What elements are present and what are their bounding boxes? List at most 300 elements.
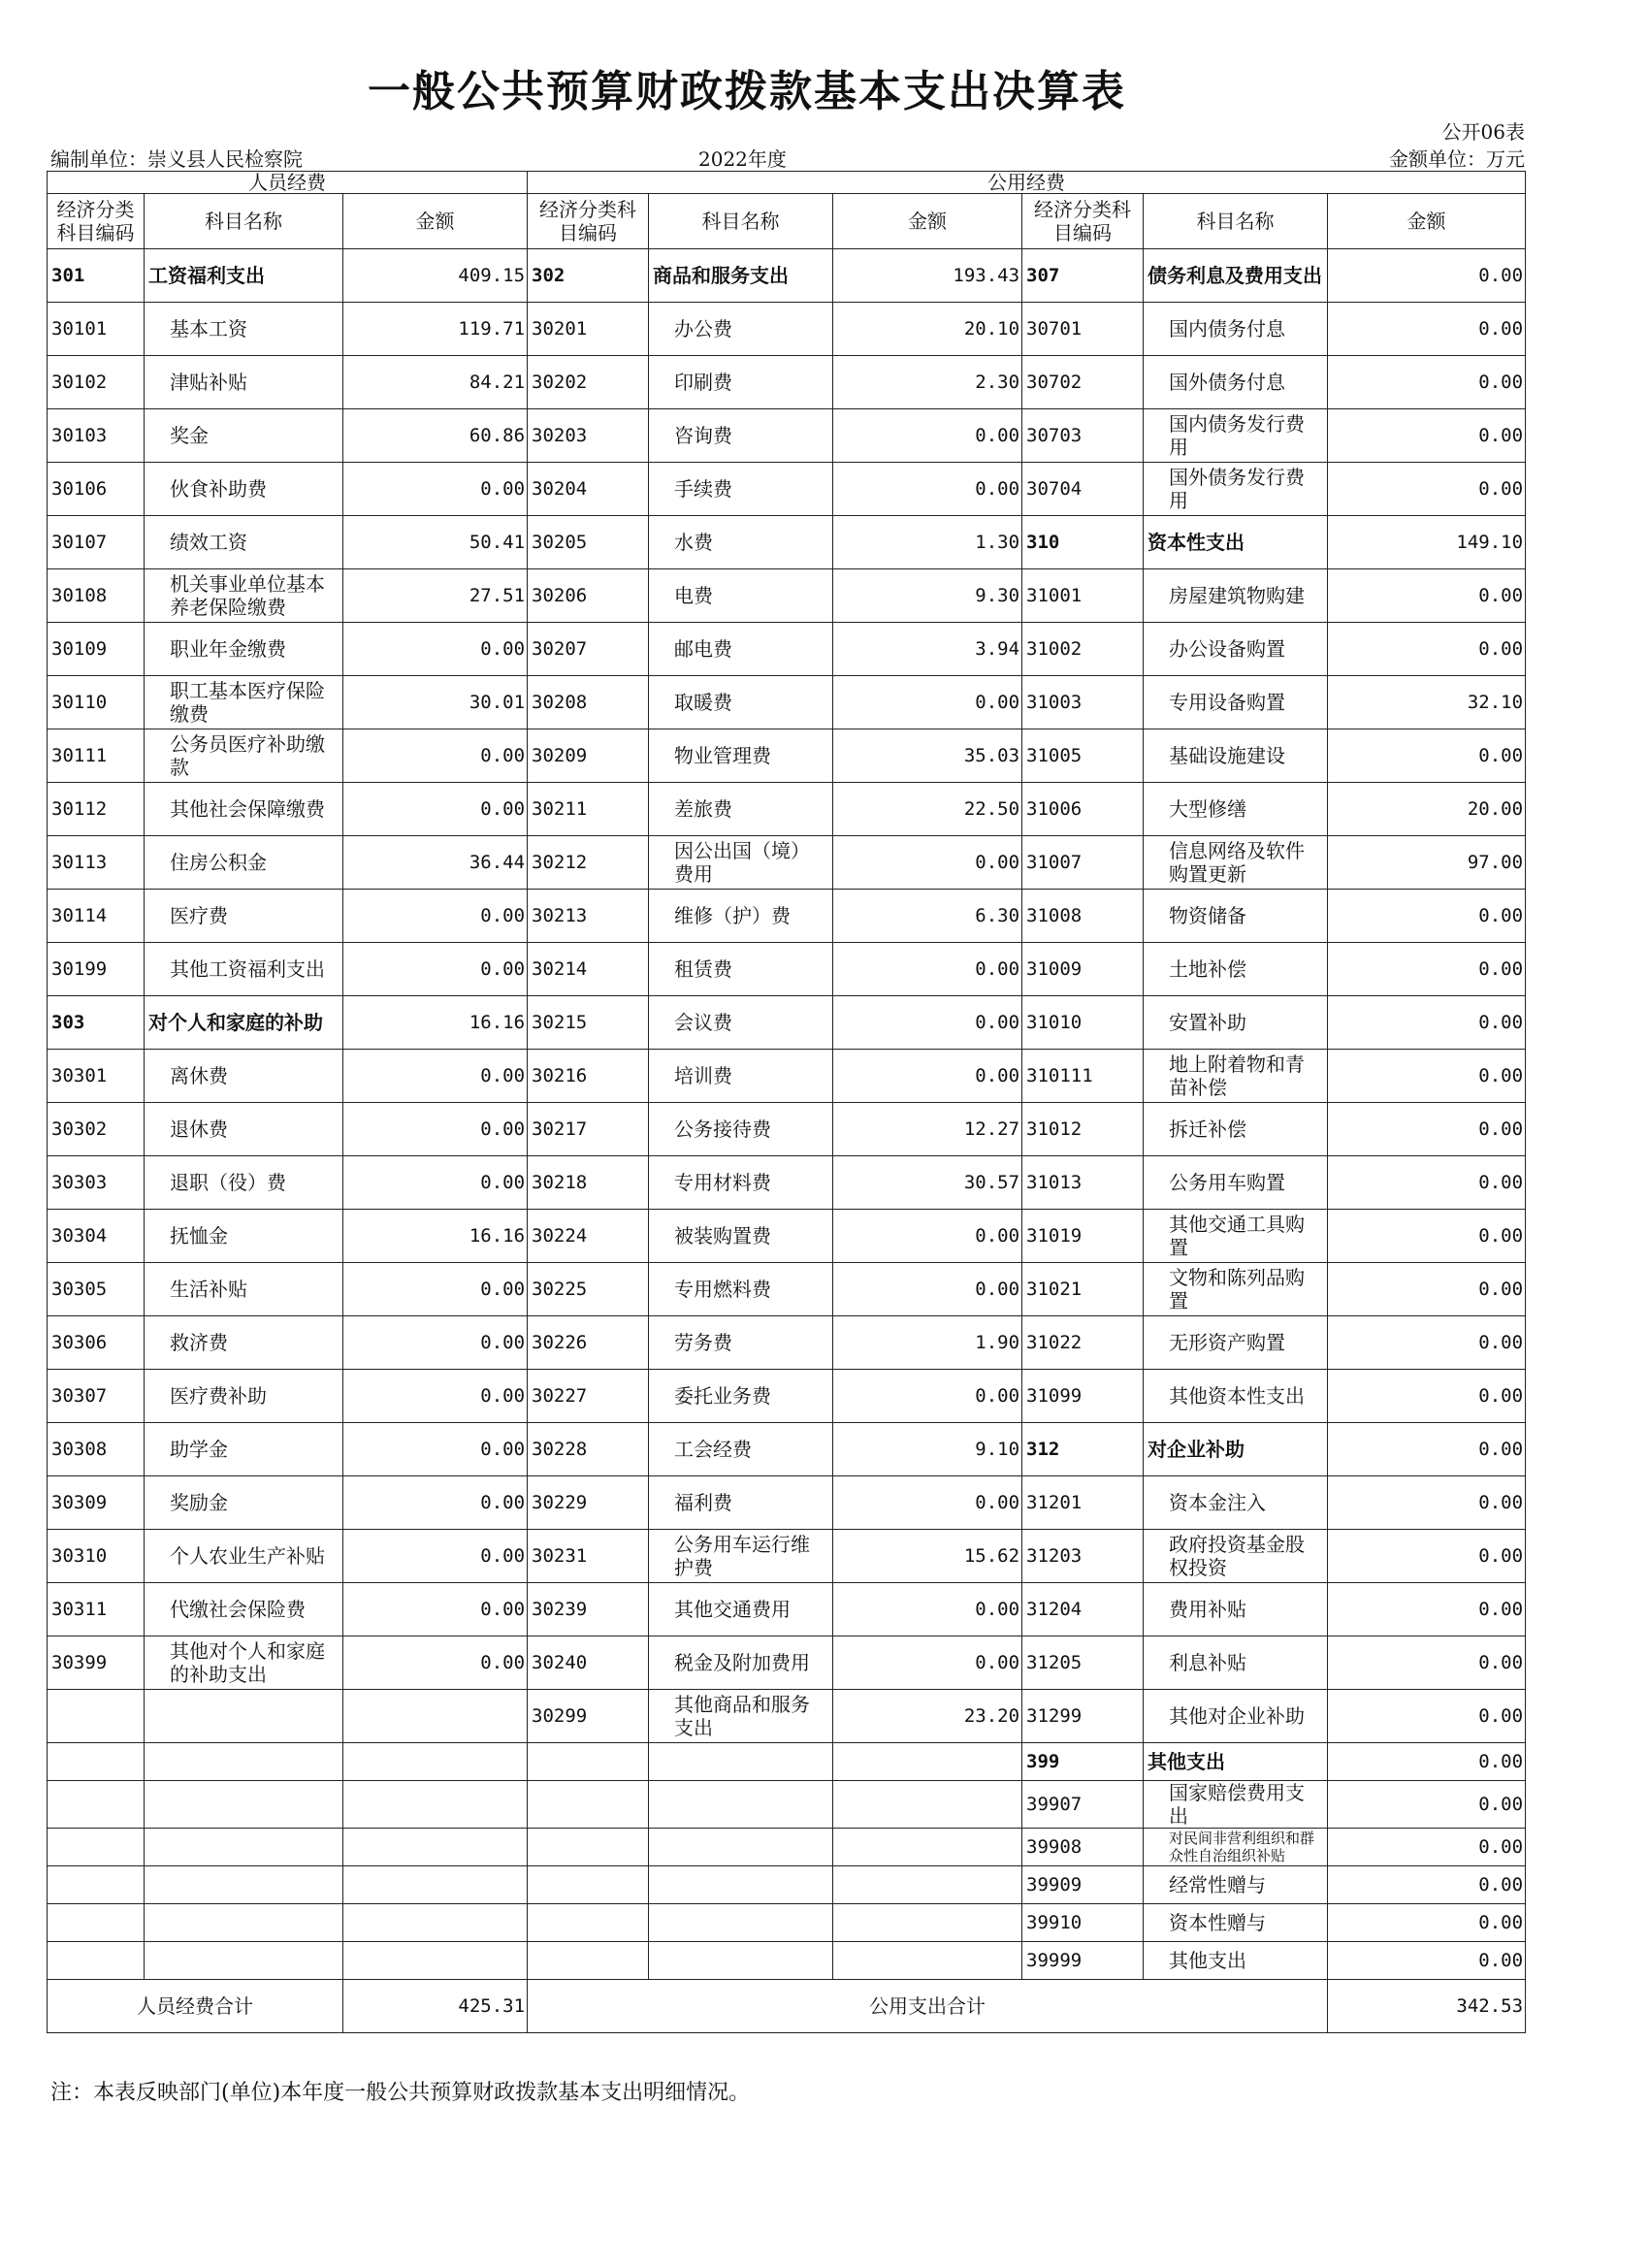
cell-amount: 0.00 <box>1328 1263 1526 1316</box>
cell-amount: 2.30 <box>833 356 1022 409</box>
cell-code <box>528 1866 649 1904</box>
cell-code: 31002 <box>1022 623 1144 676</box>
cell-amount <box>833 1904 1022 1942</box>
cell-code <box>48 1829 145 1866</box>
cell-amount: 0.00 <box>833 1583 1022 1636</box>
cell-amount: 15.62 <box>833 1530 1022 1583</box>
cell-code: 30702 <box>1022 356 1144 409</box>
cell-code: 31013 <box>1022 1156 1144 1210</box>
cell-name <box>649 1866 833 1904</box>
cell-amount: 97.00 <box>1328 836 1526 890</box>
amount-unit: 金额单位：万元 <box>1389 147 1525 171</box>
cell-name: 公务用车运行维护费 <box>649 1530 833 1583</box>
table-row <box>48 1423 1526 1476</box>
cell-code: 30215 <box>528 996 649 1050</box>
cell-code: 30310 <box>48 1530 145 1583</box>
group-personnel-header: 人员经费 <box>48 172 528 194</box>
cell-amount <box>343 1866 528 1904</box>
cell-code: 31019 <box>1022 1210 1144 1263</box>
cell-name: 专用材料费 <box>649 1156 833 1210</box>
cell-name: 房屋建筑物购建 <box>1144 569 1328 623</box>
cell-name: 绩效工资 <box>145 516 343 569</box>
cell-code <box>48 1743 145 1781</box>
form-number: 公开06表 <box>1441 120 1525 144</box>
cell-name: 救济费 <box>145 1316 343 1370</box>
cell-code <box>528 1942 649 1980</box>
cell-code: 30114 <box>48 890 145 943</box>
cell-code: 30306 <box>48 1316 145 1370</box>
cell-code: 30202 <box>528 356 649 409</box>
cell-code: 30111 <box>48 729 145 783</box>
column-header-amount: 金额 <box>343 194 528 249</box>
page-title: 一般公共预算财政拨款基本支出决算表 <box>368 67 1126 116</box>
cell-amount: 0.00 <box>343 1156 528 1210</box>
cell-code: 30113 <box>48 836 145 890</box>
cell-amount <box>343 1904 528 1942</box>
cell-name: 其他支出 <box>1144 1942 1328 1980</box>
table-row <box>48 1530 1526 1583</box>
cell-code: 31299 <box>1022 1690 1144 1743</box>
cell-name: 邮电费 <box>649 623 833 676</box>
cell-code: 31001 <box>1022 569 1144 623</box>
cell-amount: 0.00 <box>343 1530 528 1583</box>
cell-amount: 0.00 <box>343 890 528 943</box>
cell-name: 劳务费 <box>649 1316 833 1370</box>
cell-amount: 0.00 <box>1328 1781 1526 1829</box>
cell-amount: 12.27 <box>833 1103 1022 1156</box>
cell-code: 39909 <box>1022 1866 1144 1904</box>
cell-name: 信息网络及软件购置更新 <box>1144 836 1328 890</box>
cell-name: 其他交通费用 <box>649 1583 833 1636</box>
cell-name: 基本工资 <box>145 303 343 356</box>
cell-amount: 9.10 <box>833 1423 1022 1476</box>
cell-amount: 0.00 <box>833 1050 1022 1103</box>
cell-code: 31204 <box>1022 1583 1144 1636</box>
cell-amount: 0.00 <box>343 623 528 676</box>
table-row <box>48 783 1526 836</box>
cell-amount: 84.21 <box>343 356 528 409</box>
cell-name: 资本性赠与 <box>1144 1904 1328 1942</box>
table-row <box>48 1210 1526 1263</box>
table-row <box>48 676 1526 729</box>
cell-name: 对民间非营利组织和群众性自治组织补贴 <box>1144 1829 1328 1866</box>
cell-name: 取暖费 <box>649 676 833 729</box>
cell-amount: 6.30 <box>833 890 1022 943</box>
cell-amount: 0.00 <box>833 943 1022 996</box>
table-row <box>48 1829 1526 1866</box>
cell-name: 文物和陈列品购置 <box>1144 1263 1328 1316</box>
cell-name: 费用补贴 <box>1144 1583 1328 1636</box>
cell-amount: 119.71 <box>343 303 528 356</box>
cell-amount: 0.00 <box>1328 1942 1526 1980</box>
cell-code: 312 <box>1022 1423 1144 1476</box>
table-row <box>48 943 1526 996</box>
cell-name: 住房公积金 <box>145 836 343 890</box>
table-row <box>48 1904 1526 1942</box>
table-row <box>48 1743 1526 1781</box>
cell-amount: 0.00 <box>833 1476 1022 1530</box>
cell-amount: 1.30 <box>833 516 1022 569</box>
cell-name: 津贴补贴 <box>145 356 343 409</box>
cell-code: 31201 <box>1022 1476 1144 1530</box>
total-personnel-label: 人员经费合计 <box>48 1980 343 2033</box>
cell-code: 30399 <box>48 1636 145 1690</box>
cell-amount: 0.00 <box>1328 996 1526 1050</box>
cell-name: 伙食补助费 <box>145 463 343 516</box>
table-row <box>48 1781 1526 1829</box>
cell-code: 31012 <box>1022 1103 1144 1156</box>
cell-amount: 0.00 <box>1328 1210 1526 1263</box>
cell-code: 39910 <box>1022 1904 1144 1942</box>
table-row <box>48 303 1526 356</box>
cell-name: 医疗费补助 <box>145 1370 343 1423</box>
cell-name: 手续费 <box>649 463 833 516</box>
cell-name: 税金及附加费用 <box>649 1636 833 1690</box>
cell-code: 31099 <box>1022 1370 1144 1423</box>
cell-name: 被装购置费 <box>649 1210 833 1263</box>
cell-amount: 0.00 <box>343 1423 528 1476</box>
cell-code: 30102 <box>48 356 145 409</box>
group-public-header: 公用经费 <box>528 172 1526 194</box>
column-header-amount: 金额 <box>833 194 1022 249</box>
cell-code: 30301 <box>48 1050 145 1103</box>
cell-amount: 20.10 <box>833 303 1022 356</box>
cell-amount: 0.00 <box>1328 1690 1526 1743</box>
cell-amount <box>343 1743 528 1781</box>
cell-name <box>145 1829 343 1866</box>
cell-amount: 0.00 <box>1328 1530 1526 1583</box>
table-row <box>48 1316 1526 1370</box>
cell-name <box>649 1904 833 1942</box>
cell-name: 福利费 <box>649 1476 833 1530</box>
cell-name: 地上附着物和青苗补偿 <box>1144 1050 1328 1103</box>
cell-name: 维修（护）费 <box>649 890 833 943</box>
cell-amount: 0.00 <box>343 1050 528 1103</box>
cell-code: 31008 <box>1022 890 1144 943</box>
table-row <box>48 1866 1526 1904</box>
cell-amount <box>833 1866 1022 1904</box>
cell-code: 310 <box>1022 516 1144 569</box>
cell-name <box>145 1904 343 1942</box>
cell-name <box>145 1743 343 1781</box>
cell-amount: 0.00 <box>1328 1423 1526 1476</box>
cell-name: 租赁费 <box>649 943 833 996</box>
table-row <box>48 890 1526 943</box>
cell-code: 30106 <box>48 463 145 516</box>
cell-name: 拆迁补偿 <box>1144 1103 1328 1156</box>
cell-amount: 23.20 <box>833 1690 1022 1743</box>
cell-code: 30212 <box>528 836 649 890</box>
cell-code <box>48 1781 145 1829</box>
cell-amount: 0.00 <box>1328 303 1526 356</box>
cell-code: 30240 <box>528 1636 649 1690</box>
cell-code: 30307 <box>48 1370 145 1423</box>
cell-name: 奖金 <box>145 409 343 463</box>
cell-code: 30211 <box>528 783 649 836</box>
table-row <box>48 996 1526 1050</box>
cell-code: 30216 <box>528 1050 649 1103</box>
cell-code: 30217 <box>528 1103 649 1156</box>
cell-amount: 0.00 <box>343 943 528 996</box>
table-row <box>48 409 1526 463</box>
cell-amount: 16.16 <box>343 1210 528 1263</box>
cell-name: 商品和服务支出 <box>649 249 833 303</box>
table-row <box>48 1636 1526 1690</box>
cell-amount <box>833 1781 1022 1829</box>
cell-name: 经常性赠与 <box>1144 1866 1328 1904</box>
cell-code: 30103 <box>48 409 145 463</box>
cell-amount <box>343 1690 528 1743</box>
cell-amount: 0.00 <box>1328 1829 1526 1866</box>
cell-code: 301 <box>48 249 145 303</box>
cell-code: 30305 <box>48 1263 145 1316</box>
cell-name: 利息补贴 <box>1144 1636 1328 1690</box>
cell-code: 302 <box>528 249 649 303</box>
cell-name: 其他商品和服务支出 <box>649 1690 833 1743</box>
cell-amount: 0.00 <box>833 463 1022 516</box>
cell-code: 31005 <box>1022 729 1144 783</box>
column-header-code: 经济分类科目编码 <box>1022 194 1144 249</box>
table-row <box>48 1690 1526 1743</box>
total-personnel-amount: 425.31 <box>343 1980 528 2033</box>
reporting-unit: 编制单位：崇义县人民检察院 <box>50 147 303 171</box>
cell-amount: 0.00 <box>833 676 1022 729</box>
cell-amount: 30.57 <box>833 1156 1022 1210</box>
cell-name: 生活补贴 <box>145 1263 343 1316</box>
cell-code: 30226 <box>528 1316 649 1370</box>
cell-code: 30299 <box>528 1690 649 1743</box>
table-row <box>48 1942 1526 1980</box>
table-row <box>48 623 1526 676</box>
table-row <box>48 1263 1526 1316</box>
cell-name: 因公出国（境）费用 <box>649 836 833 890</box>
cell-name: 职工基本医疗保险缴费 <box>145 676 343 729</box>
cell-amount: 0.00 <box>343 1583 528 1636</box>
cell-amount: 0.00 <box>1328 1156 1526 1210</box>
cell-code: 30239 <box>528 1583 649 1636</box>
cell-amount: 0.00 <box>833 1210 1022 1263</box>
cell-amount: 0.00 <box>1328 1636 1526 1690</box>
cell-name: 办公设备购置 <box>1144 623 1328 676</box>
cell-name: 国家赔偿费用支出 <box>1144 1781 1328 1829</box>
cell-amount: 0.00 <box>1328 1743 1526 1781</box>
cell-amount: 409.15 <box>343 249 528 303</box>
table-row <box>48 1050 1526 1103</box>
column-header-amount: 金额 <box>1328 194 1526 249</box>
cell-name: 安置补助 <box>1144 996 1328 1050</box>
cell-code: 307 <box>1022 249 1144 303</box>
cell-name: 工会经费 <box>649 1423 833 1476</box>
cell-name: 物资储备 <box>1144 890 1328 943</box>
table-row <box>48 1476 1526 1530</box>
cell-amount: 27.51 <box>343 569 528 623</box>
cell-name <box>649 1942 833 1980</box>
column-header-name: 科目名称 <box>649 194 833 249</box>
cell-code: 39908 <box>1022 1829 1144 1866</box>
cell-name: 债务利息及费用支出 <box>1144 249 1328 303</box>
cell-code: 30303 <box>48 1156 145 1210</box>
cell-amount: 0.00 <box>1328 1370 1526 1423</box>
table-row <box>48 1156 1526 1210</box>
cell-code: 30209 <box>528 729 649 783</box>
cell-name: 国外债务发行费用 <box>1144 463 1328 516</box>
cell-name: 奖励金 <box>145 1476 343 1530</box>
cell-name: 土地补偿 <box>1144 943 1328 996</box>
cell-amount: 0.00 <box>343 1103 528 1156</box>
cell-name: 物业管理费 <box>649 729 833 783</box>
cell-name: 资本性支出 <box>1144 516 1328 569</box>
cell-name <box>649 1829 833 1866</box>
fiscal-year: 2022年度 <box>698 147 787 171</box>
table-row <box>48 356 1526 409</box>
cell-amount: 1.90 <box>833 1316 1022 1370</box>
cell-name: 退职（役）费 <box>145 1156 343 1210</box>
cell-amount: 0.00 <box>833 1370 1022 1423</box>
table-row <box>48 729 1526 783</box>
cell-code <box>48 1942 145 1980</box>
cell-name: 公务员医疗补助缴款 <box>145 729 343 783</box>
cell-code: 30227 <box>528 1370 649 1423</box>
cell-amount: 0.00 <box>1328 1866 1526 1904</box>
cell-code: 31007 <box>1022 836 1144 890</box>
cell-code: 30231 <box>528 1530 649 1583</box>
cell-code: 30108 <box>48 569 145 623</box>
cell-code <box>48 1866 145 1904</box>
cell-name: 其他交通工具购置 <box>1144 1210 1328 1263</box>
cell-name: 退休费 <box>145 1103 343 1156</box>
cell-name: 公务接待费 <box>649 1103 833 1156</box>
cell-code: 30208 <box>528 676 649 729</box>
table-row <box>48 463 1526 516</box>
cell-amount: 0.00 <box>343 1476 528 1530</box>
cell-name: 委托业务费 <box>649 1370 833 1423</box>
cell-name: 公务用车购置 <box>1144 1156 1328 1210</box>
cell-code: 30309 <box>48 1476 145 1530</box>
table-row <box>48 516 1526 569</box>
cell-amount: 0.00 <box>1328 1050 1526 1103</box>
cell-amount: 193.43 <box>833 249 1022 303</box>
cell-code: 30205 <box>528 516 649 569</box>
cell-name: 办公费 <box>649 303 833 356</box>
cell-amount: 0.00 <box>1328 890 1526 943</box>
cell-name: 差旅费 <box>649 783 833 836</box>
cell-name <box>649 1781 833 1829</box>
cell-amount: 0.00 <box>1328 356 1526 409</box>
cell-code: 31021 <box>1022 1263 1144 1316</box>
cell-code: 30201 <box>528 303 649 356</box>
cell-code: 30229 <box>528 1476 649 1530</box>
cell-code: 30203 <box>528 409 649 463</box>
cell-name: 职业年金缴费 <box>145 623 343 676</box>
cell-amount: 0.00 <box>1328 1103 1526 1156</box>
cell-amount: 0.00 <box>1328 1316 1526 1370</box>
cell-name: 资本金注入 <box>1144 1476 1328 1530</box>
cell-amount: 16.16 <box>343 996 528 1050</box>
cell-name: 个人农业生产补贴 <box>145 1530 343 1583</box>
cell-code <box>528 1904 649 1942</box>
cell-amount: 0.00 <box>833 1636 1022 1690</box>
cell-name: 助学金 <box>145 1423 343 1476</box>
cell-name: 其他对企业补助 <box>1144 1690 1328 1743</box>
column-header-code: 经济分类科目编码 <box>48 194 145 249</box>
cell-code: 30199 <box>48 943 145 996</box>
cell-code: 30308 <box>48 1423 145 1476</box>
cell-name: 培训费 <box>649 1050 833 1103</box>
cell-name: 医疗费 <box>145 890 343 943</box>
cell-code: 30704 <box>1022 463 1144 516</box>
cell-amount: 0.00 <box>1328 249 1526 303</box>
cell-name: 专用燃料费 <box>649 1263 833 1316</box>
cell-code: 30218 <box>528 1156 649 1210</box>
cell-amount: 30.01 <box>343 676 528 729</box>
cell-amount: 0.00 <box>343 1316 528 1370</box>
cell-amount: 3.94 <box>833 623 1022 676</box>
cell-amount: 0.00 <box>1328 623 1526 676</box>
cell-name: 代缴社会保险费 <box>145 1583 343 1636</box>
cell-amount: 0.00 <box>1328 409 1526 463</box>
cell-code <box>528 1829 649 1866</box>
cell-name: 机关事业单位基本养老保险缴费 <box>145 569 343 623</box>
cell-amount: 0.00 <box>343 1263 528 1316</box>
cell-amount: 0.00 <box>833 996 1022 1050</box>
cell-name: 大型修缮 <box>1144 783 1328 836</box>
cell-code <box>48 1904 145 1942</box>
cell-code <box>48 1690 145 1743</box>
cell-code: 30109 <box>48 623 145 676</box>
cell-amount: 35.03 <box>833 729 1022 783</box>
footnote: 注：本表反映部门(单位)本年度一般公共预算财政拨款基本支出明细情况。 <box>50 2081 751 2105</box>
cell-amount: 0.00 <box>1328 569 1526 623</box>
table-row <box>48 1583 1526 1636</box>
cell-amount: 50.41 <box>343 516 528 569</box>
cell-amount: 0.00 <box>1328 943 1526 996</box>
table-row <box>48 569 1526 623</box>
table-row <box>48 836 1526 890</box>
cell-code: 30101 <box>48 303 145 356</box>
cell-name: 国内债务付息 <box>1144 303 1328 356</box>
cell-code: 30213 <box>528 890 649 943</box>
cell-amount: 0.00 <box>1328 1583 1526 1636</box>
cell-amount: 0.00 <box>1328 463 1526 516</box>
cell-amount <box>833 1942 1022 1980</box>
cell-amount: 20.00 <box>1328 783 1526 836</box>
cell-amount: 0.00 <box>833 409 1022 463</box>
cell-code: 30701 <box>1022 303 1144 356</box>
cell-name: 对企业补助 <box>1144 1423 1328 1476</box>
cell-amount: 32.10 <box>1328 676 1526 729</box>
cell-name: 电费 <box>649 569 833 623</box>
cell-code: 30206 <box>528 569 649 623</box>
cell-amount: 0.00 <box>1328 729 1526 783</box>
cell-name: 其他支出 <box>1144 1743 1328 1781</box>
cell-amount: 0.00 <box>1328 1476 1526 1530</box>
cell-amount <box>343 1942 528 1980</box>
cell-amount <box>833 1743 1022 1781</box>
cell-name: 无形资产购置 <box>1144 1316 1328 1370</box>
cell-code: 30225 <box>528 1263 649 1316</box>
column-header-name: 科目名称 <box>145 194 343 249</box>
cell-name <box>145 1866 343 1904</box>
cell-amount: 149.10 <box>1328 516 1526 569</box>
cell-code: 31009 <box>1022 943 1144 996</box>
cell-name: 对个人和家庭的补助 <box>145 996 343 1050</box>
cell-code: 30110 <box>48 676 145 729</box>
cell-name: 抚恤金 <box>145 1210 343 1263</box>
cell-name: 国内债务发行费用 <box>1144 409 1328 463</box>
cell-name: 离休费 <box>145 1050 343 1103</box>
table-row <box>48 1370 1526 1423</box>
cell-name <box>145 1942 343 1980</box>
